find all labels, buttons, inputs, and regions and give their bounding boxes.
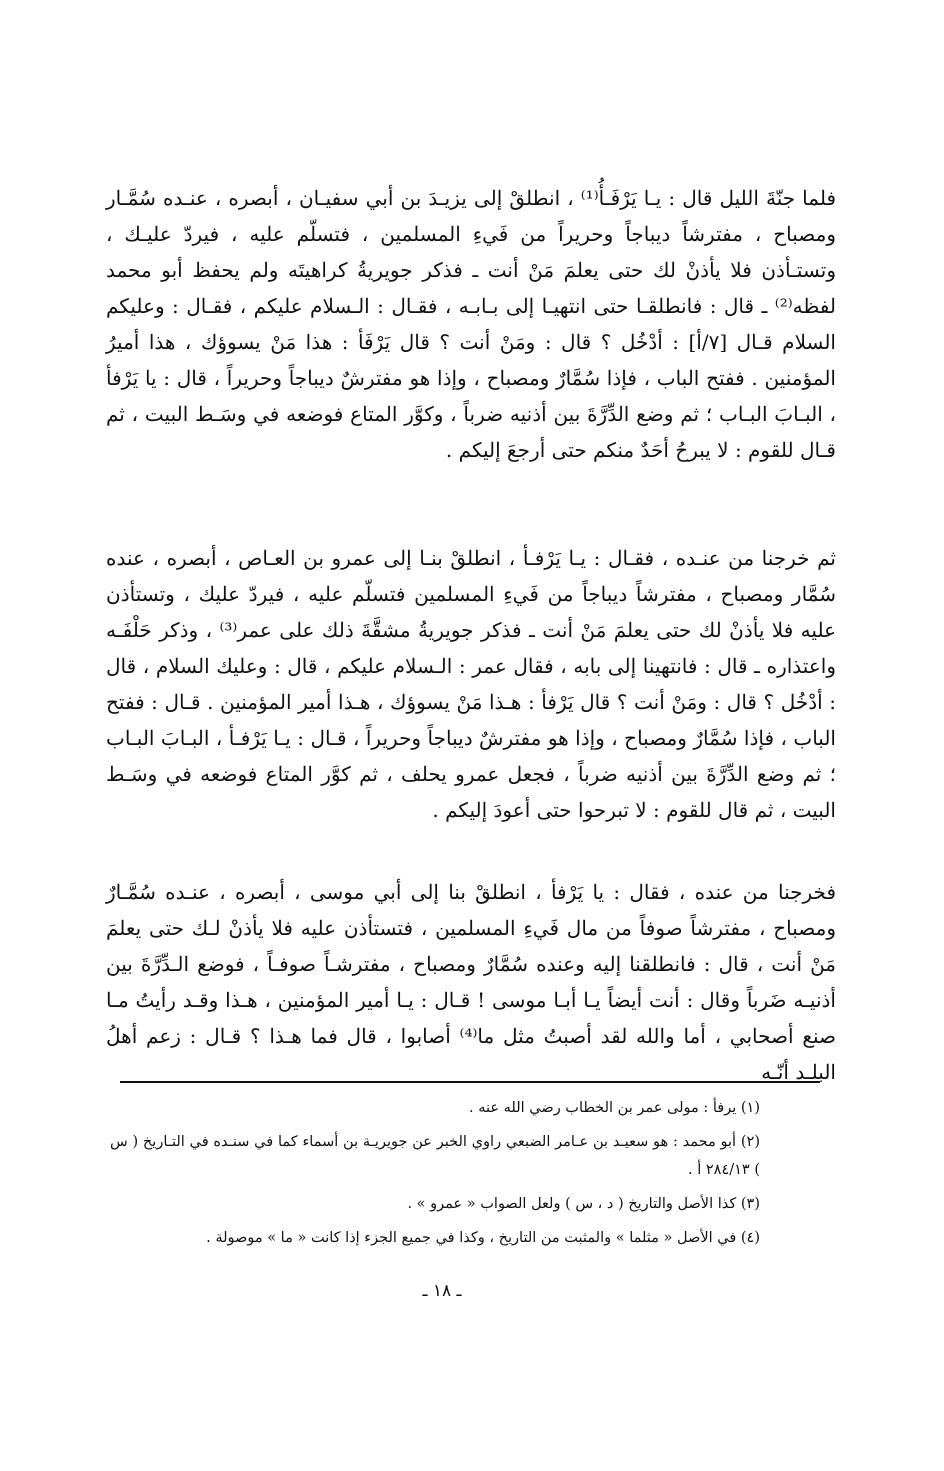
footnote-2: (٢) أبو محمد : هو سعيـد بن عـامر الضبعي راوي الخبر عن جويريـة بن أسماء كما في سنـده في التـاريخ ( س ) ٢٨٤/١٣ أ .: [110, 1134, 760, 1178]
footnote-3: (٣) كذا الأصل والتاريخ ( د ، س ) ولعل الصواب « عمرو » .: [407, 1196, 760, 1212]
footnote-1: (١) يرفأ : مولى عمر بن الخطاب رضي الله عنه .: [469, 1100, 760, 1116]
footnote-divider: [120, 1081, 820, 1083]
paragraph-1: فلما جنّةَ الليل قال : يـا يَرْفَـأُ⁽¹⁾ ، انطلقْ إلى يزيـدَ بن أبي سفيـان ، أبصره ، عنـده سُمَّـار ومصباح ، مفترشاً ديباجاً وحريراً من فَيءِ المسلمين ، فتسلّم عليه ، فيردّ عليـك ، وتستـأذن فلا يأذنْ لك حتى يعلمَ مَنْ أنت ـ فذكر جويريةُ كراهيتَه ولم يحفظ أبو محمد لفظه⁽²⁾ ـ قال : فانطلقـا حتى انتهيـا إلى بـابـه ، فقـال : الـسلام عليكم ، فقـال : وعليكم السلام قـال [٧/أ] : أدْخُل ؟ قال : ومَنْ أنت ؟ قال يَرْفَأ : هذا مَنْ يسوؤك ، هذا أميرُ المؤمنين . ففتح الباب ، فإذا سُمَّارٌ ومصباح ، وإذا هو مفترشٌ ديباجاً وحريراً ، قال : يا يَرْفأ ، البـابَ البـاب ؛ ثم وضع الدِّرَّةَ بين أذنيه ضرباً ، وكوَّر المتاع فوضعه في وسَـط البيت ، ثم قـال للقوم : لا يبرحُ أحَدٌ منكم حتى أرجعَ إليكم .: [106, 186, 837, 462]
footnotes: [110, 1094, 760, 1258]
paragraph-2: ثم خرجنا من عنـده ، فقـال : يـا يَرْفـأ ، انطلقْ بنـا إلى عمرو بن العـاص ، أبصره ، عنده سُمَّار ومصباح ، مفترشاً ديباجاً من فَيءِ المسلمين فتسلّم عليه ، فيردّ عليك ، وتستأذن عليه فلا يأذنْ لك حتى يعلمَ مَنْ أنت ـ فذكر جويريةُ مشقَّةَ ذلك على عمر⁽³⁾ ، وذكر حَلْفَـه واعتذاره ـ قال : فانتهينا إلى بابه ، فقال عمر : الـسلام عليكم ، قال : وعليك السلام ، قال : أدْخُل ؟ قال : ومَنْ أنت ؟ قال يَرْفأ : هـذا مَنْ يسوؤك ، هـذا أمير المؤمنين . قـال : ففتح الباب ، فإذا سُمَّارٌ ومصباح ، وإذا هو مفترشٌ ديباجاً وحريراً ، قـال : يـا يَرْفـأ ، البـابَ البـاب ؛ ثم وضع الدِّرَّةَ بين أذنيه ضرباً ، فجعل عمرو يحلف ، ثم كوَّر المتاع فوضعه في وسَـط البيت ، ثم قال للقوم : لا تبرحوا حتى أعودَ إليكم .: [106, 546, 836, 822]
page-number: ـ ١٨ ـ: [422, 1281, 462, 1301]
paragraph-3: فخرجنا من عنده ، فقال : يا يَرْفأ ، انطلقْ بنا إلى أبي موسى ، أبصره ، عنـده سُمَّـارٌ ومصباح ، مفترشاً صوفاً من مال فَيءِ المسلمين ، فتستأذن عليه فلا يأذنْ لـك حتى يعلمَ مَنْ أنت ، قال : فانطلقنا إليه وعنده سُمَّارٌ ومصباح ، مفترشـاً صوفـاً ، فوضع الـدِّرَّةَ بين أذنيـه ضَرباً وقال : أنت أيضاً يـا أبـا موسى ! قـال : يـا أمير المؤمنين ، هـذا وقـد رأيتُ مـا صنع أصحابي ، أما والله لقد أصبتُ مثل ما⁽⁴⁾ أصابوا ، قال فما هـذا ؟ قـال : زعم أهلُ البلـد أنّـه: [106, 880, 836, 1084]
footnote-4: (٤) في الأصل « مثلما » والمثبت من التاريخ ، وكذا في جميع الجزء إذا كانت « ما » موصولة .: [206, 1230, 760, 1246]
